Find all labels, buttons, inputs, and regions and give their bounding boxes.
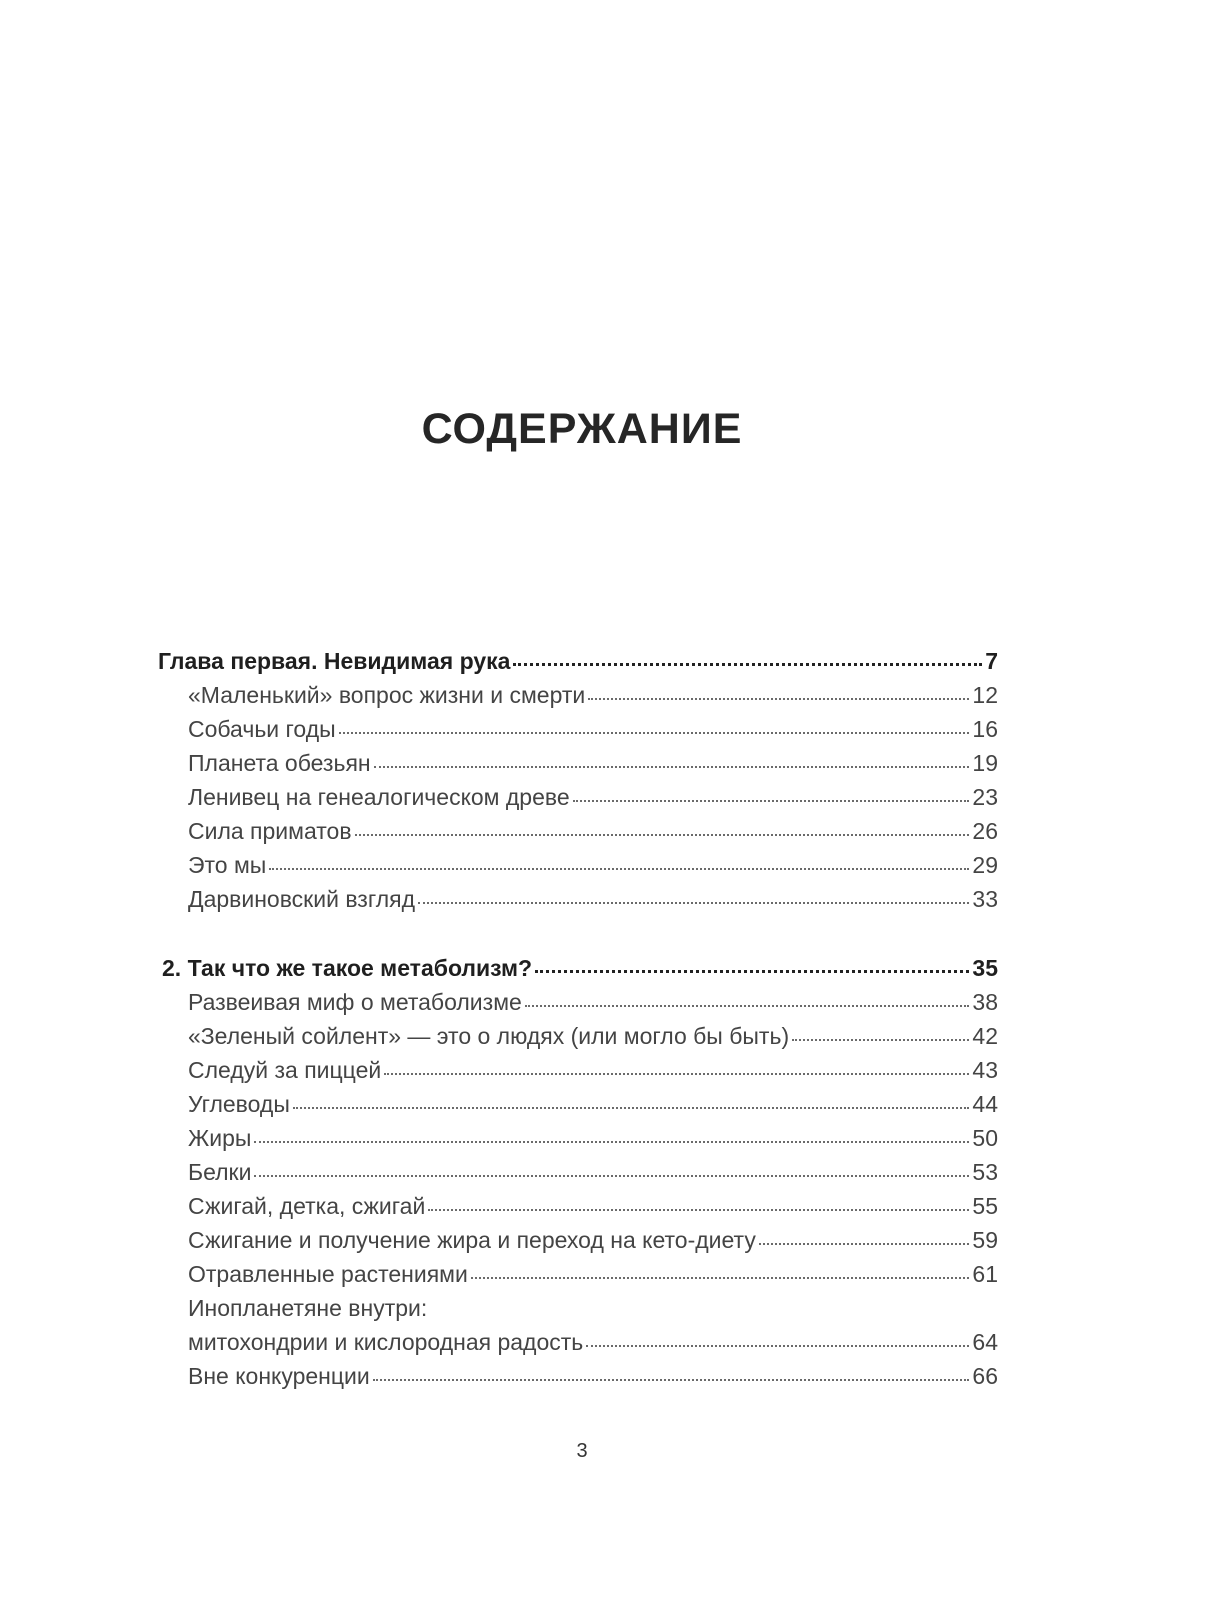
dot-leader bbox=[586, 1345, 969, 1347]
dot-leader bbox=[374, 766, 970, 768]
toc-entry[interactable] bbox=[158, 985, 998, 1019]
entry-title: Белки bbox=[188, 1159, 252, 1185]
dot-leader bbox=[588, 698, 969, 700]
page-title: СОДЕРЖАНИЕ bbox=[421, 405, 743, 453]
entry-title: Жиры bbox=[188, 1125, 252, 1151]
page-ref: 66 bbox=[972, 1363, 998, 1389]
toc-entry[interactable] bbox=[158, 1359, 998, 1393]
entry-title: Ленивец на генеалогическом древе bbox=[188, 784, 570, 810]
page-ref: 38 bbox=[972, 989, 998, 1015]
toc-entry[interactable] bbox=[158, 746, 998, 780]
entry-title: Сжигание и получение жира и переход на кето-диету bbox=[188, 1227, 756, 1253]
dot-leader bbox=[269, 868, 969, 870]
dot-leader bbox=[573, 800, 970, 802]
entry-title: Сжигай, детка, сжигай bbox=[188, 1193, 426, 1219]
dot-leader bbox=[525, 1005, 970, 1007]
dot-leader bbox=[418, 902, 969, 904]
section-gap bbox=[158, 916, 998, 951]
dot-leader bbox=[254, 1141, 969, 1143]
toc-entry[interactable] bbox=[158, 1189, 998, 1223]
entry-title: «Маленький» вопрос жизни и смерти bbox=[188, 682, 586, 708]
dot-leader bbox=[384, 1073, 969, 1075]
toc-entry[interactable] bbox=[158, 1121, 998, 1155]
page-ref: 59 bbox=[972, 1227, 998, 1253]
chapter-title: Глава первая. Невидимая рука bbox=[158, 648, 511, 674]
toc-chapter-2[interactable] bbox=[158, 951, 998, 985]
dot-leader bbox=[792, 1039, 969, 1041]
page-ref: 35 bbox=[972, 955, 998, 981]
toc-entry[interactable] bbox=[158, 882, 998, 916]
page-ref: 50 bbox=[972, 1125, 998, 1151]
toc-entry[interactable] bbox=[158, 712, 998, 746]
dot-leader bbox=[513, 663, 982, 666]
entry-title: Собачьи годы bbox=[188, 716, 336, 742]
entry-title: Дарвиновский взгляд bbox=[188, 886, 416, 912]
toc-entry[interactable] bbox=[158, 1053, 998, 1087]
dot-leader bbox=[428, 1209, 969, 1211]
dot-leader bbox=[535, 970, 969, 973]
page-ref: 55 bbox=[972, 1193, 998, 1219]
entry-title: Сила приматов bbox=[188, 818, 352, 844]
page-ref: 42 bbox=[972, 1023, 998, 1049]
entry-title: Развеивая миф о метаболизме bbox=[188, 989, 522, 1015]
entry-title: Углеводы bbox=[188, 1091, 290, 1117]
toc-entry[interactable] bbox=[158, 1223, 998, 1257]
page-ref: 23 bbox=[972, 784, 998, 810]
page-number: 3 bbox=[576, 1440, 588, 1462]
page-ref: 61 bbox=[972, 1261, 998, 1287]
table-of-contents bbox=[158, 644, 998, 1393]
dot-leader bbox=[293, 1107, 970, 1109]
page-ref: 53 bbox=[972, 1159, 998, 1185]
page-ref: 16 bbox=[972, 716, 998, 742]
entry-title: Вне конкуренции bbox=[188, 1363, 370, 1389]
entry-title: Отравленные растениями bbox=[188, 1261, 468, 1287]
page-ref: 7 bbox=[985, 648, 998, 674]
page-ref: 64 bbox=[972, 1329, 998, 1355]
toc-entry[interactable] bbox=[158, 678, 998, 712]
toc-entry[interactable] bbox=[158, 848, 998, 882]
entry-title: Это мы bbox=[188, 852, 267, 878]
entry-title: «Зеленый сойлент» — это о людях (или могло бы быть) bbox=[188, 1023, 790, 1049]
toc-entry[interactable] bbox=[158, 1087, 998, 1121]
toc-entry[interactable] bbox=[158, 1155, 998, 1189]
page-ref: 33 bbox=[972, 886, 998, 912]
page-ref: 43 bbox=[972, 1057, 998, 1083]
chapter-title: 2. Так что же такое метаболизм? bbox=[162, 955, 533, 981]
page-ref: 12 bbox=[972, 682, 998, 708]
dot-leader bbox=[759, 1243, 970, 1245]
toc-entry[interactable] bbox=[158, 1257, 998, 1291]
entry-title: Следуй за пиццей bbox=[188, 1057, 382, 1083]
toc-entry-first-line[interactable] bbox=[158, 1291, 998, 1325]
toc-entry[interactable] bbox=[158, 814, 998, 848]
dot-leader bbox=[254, 1175, 969, 1177]
page-ref: 26 bbox=[972, 818, 998, 844]
entry-title: митохондрии и кислородная радость bbox=[188, 1329, 584, 1355]
entry-title: Планета обезьян bbox=[188, 750, 371, 776]
toc-chapter-1[interactable] bbox=[158, 644, 998, 678]
page-ref: 19 bbox=[972, 750, 998, 776]
dot-leader bbox=[339, 732, 970, 734]
toc-entry[interactable] bbox=[158, 1019, 998, 1053]
toc-entry[interactable] bbox=[158, 780, 998, 814]
dot-leader bbox=[373, 1379, 970, 1381]
page-ref: 44 bbox=[972, 1091, 998, 1117]
page-ref: 29 bbox=[972, 852, 998, 878]
dot-leader bbox=[355, 834, 970, 836]
toc-entry[interactable] bbox=[158, 1325, 998, 1359]
entry-title: Инопланетяне внутри: bbox=[188, 1295, 428, 1321]
dot-leader bbox=[471, 1277, 970, 1279]
